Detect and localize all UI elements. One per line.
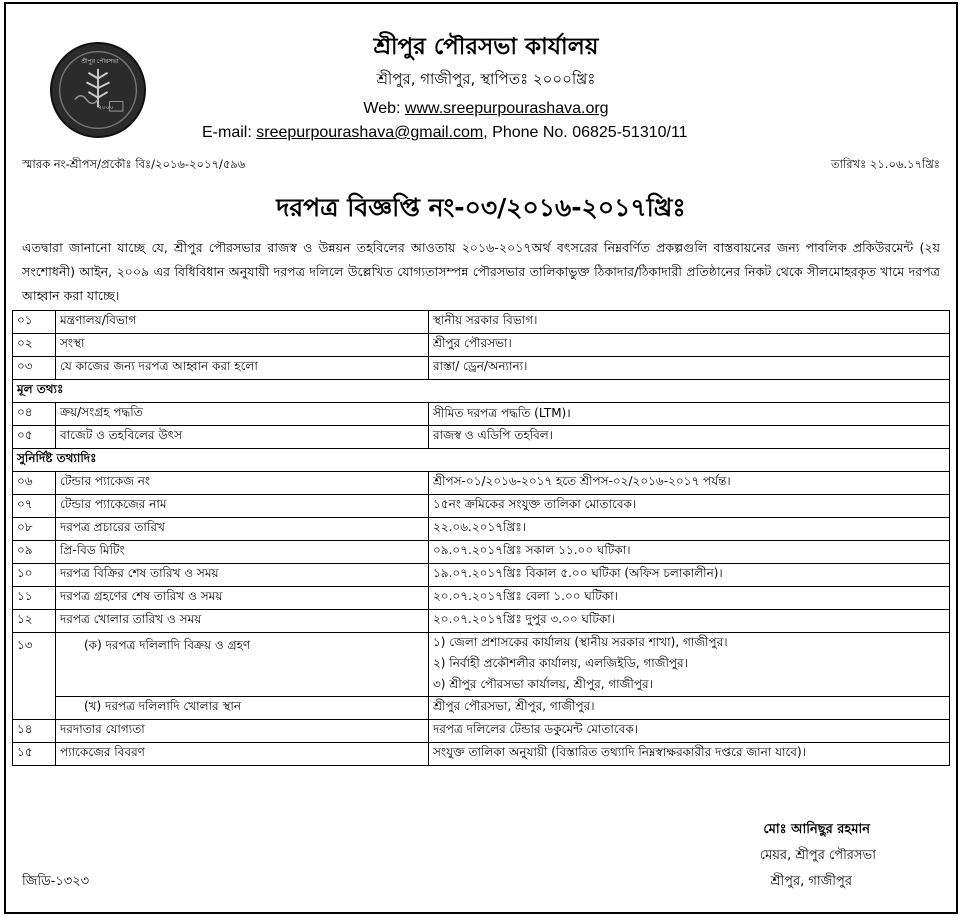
row-value-item: ২) নির্বাহী প্রকৌশলীর কার্যালয়, এলজিইডি, গাজীপুর। xyxy=(429,654,950,675)
row-serial: ০৫ xyxy=(13,426,56,449)
table-row xyxy=(13,334,950,357)
tender-notice-page xyxy=(4,2,958,914)
row-value: রাজস্ব ও এডিপি তহবিল। xyxy=(429,426,950,449)
tender-title: দরপত্র বিজ্ঞপ্তি নং-০৩/২০১৬-২০১৭খ্রিঃ xyxy=(276,193,686,222)
gd-number: জিডি-১৩২৩ xyxy=(22,874,90,889)
row-serial: ০৩ xyxy=(13,357,56,380)
section-row xyxy=(13,449,950,472)
logo-text-top: শ্রীপুর পৌরসভা xyxy=(81,58,119,65)
memo-number: স্মারক নং-শ্রীপস/প্রকৌঃ বিঃ/২০১৬-২০১৭/৫৯৬ xyxy=(22,157,246,171)
row-label: দরদাতার যোগ্যতা xyxy=(56,720,429,743)
row-value-item: ১) জেলা প্রশাসকের কার্যালয় (স্থানীয় সরকার শাখা), গাজীপুর। xyxy=(429,633,950,655)
row-value: শ্রীপুর পৌরসভা, শ্রীপুর, গাজীপুর। xyxy=(429,697,950,720)
table-row xyxy=(13,357,950,380)
row-value: ২২.০৬.২০১৭খ্রিঃ। xyxy=(429,518,950,541)
row-label: দরপত্র প্রচারের তারিখ xyxy=(56,518,429,541)
email-link[interactable]: sreepurpourashava@gmail.com xyxy=(256,124,484,141)
table-row xyxy=(13,426,950,449)
row-label: প্রি-বিড মিটিং xyxy=(56,541,429,564)
row-value: ২০.০৭.২০১৭খ্রিঃ বেলা ১.০০ ঘটিকা। xyxy=(429,587,950,610)
row-value-item: ৩) শ্রীপুর পৌরসভা কার্যালয়, শ্রীপুর, গাজীপুর। xyxy=(429,675,950,697)
table-row xyxy=(13,564,950,587)
table-row xyxy=(13,743,950,766)
row-serial: ০৯ xyxy=(13,541,56,564)
table-row xyxy=(13,697,950,720)
row-value: শ্রীপুর পৌরসভা। xyxy=(429,334,950,357)
phone-text: , Phone No. 06825-51310/11 xyxy=(483,124,688,141)
section-heading: মূল তথ্যঃ xyxy=(13,380,950,403)
table-row xyxy=(13,403,950,426)
row-serial: ১২ xyxy=(13,610,56,633)
row-label: দরপত্র গ্রহণের শেষ তারিখ ও সময় xyxy=(56,587,429,610)
table-row xyxy=(13,311,950,334)
office-title: শ্রীপুর পৌরসভা কার্যালয় xyxy=(373,34,599,60)
row-serial: ১৪ xyxy=(13,720,56,743)
row-label: যে কাজের জন্য দরপত্র আহ্বান করা হলো xyxy=(56,357,429,380)
row-serial: ১০ xyxy=(13,564,56,587)
email-label: E-mail: xyxy=(202,124,257,141)
table-row xyxy=(13,587,950,610)
row-value: ০৯.০৭.২০১৭খ্রিঃ সকাল ১১.০০ ঘটিকা। xyxy=(429,541,950,564)
municipality-logo xyxy=(50,42,146,138)
row-value: দরপত্র দলিলের টেন্ডার ডকুমেন্ট মোতাবেক। xyxy=(429,720,950,743)
row-label: ক্রয়/সংগ্রহ পদ্ধতি xyxy=(56,403,429,426)
office-address: শ্রীপুর, গাজীপুর, স্থাপিতঃ ২০০০খ্রিঃ xyxy=(376,70,596,88)
row-serial: ০৮ xyxy=(13,518,56,541)
table-row xyxy=(13,720,950,743)
row-label: দরপত্র খোলার তারিখ ও সময় xyxy=(56,610,429,633)
signatory-designation: মেয়র, শ্রীপুর পৌরসভা xyxy=(759,848,876,863)
table-row xyxy=(13,541,950,564)
web-label: Web: xyxy=(363,100,405,117)
table-row xyxy=(13,610,950,633)
table-row xyxy=(13,472,950,495)
row-label: সংস্থা xyxy=(56,334,429,357)
row-value: ১৯.০৭.২০১৭খ্রিঃ বিকাল ৫.০০ ঘটিকা (অফিস চলাকালীন)। xyxy=(429,564,950,587)
table-row xyxy=(13,518,950,541)
row-label: বাজেট ও তহবিলের উৎস xyxy=(56,426,429,449)
notice-date: তারিখঃ ২১.০৬.১৭খ্রিঃ xyxy=(830,157,940,171)
row-serial: ০৬ xyxy=(13,472,56,495)
row-value: সংযুক্ত তালিকা অনুযায়ী (বিস্তারিত তথ্যাদি নিম্নস্বাক্ষরকারীর দপ্তরে জানা যাবে)। xyxy=(429,743,950,766)
row-label: প্যাকেজের বিবরণ xyxy=(56,743,429,766)
row-serial: ০২ xyxy=(13,334,56,357)
row-value: ১৫নং ক্রমিকের সংযুক্ত তালিকা মোতাবেক। xyxy=(429,495,950,518)
signatory-place: শ্রীপুর, গাজীপুর xyxy=(770,874,852,889)
row-label: টেন্ডার প্যাকেজের নাম xyxy=(56,495,429,518)
table-row xyxy=(13,495,950,518)
row-label: (ক) দরপত্র দলিলাদি বিক্রয় ও গ্রহণ xyxy=(56,633,429,697)
row-serial: ১১ xyxy=(13,587,56,610)
logo-text-bottom: ২০০০ xyxy=(98,104,114,111)
intro-paragraph: এতদ্বারা জানানো যাচ্ছে যে, শ্রীপুর পৌরসভার রাজস্ব ও উন্নয়ন তহবিলের আওতায় ২০১৬-২০১৭অর্থ বৎসরের নিম্নবর্ণিত প্রকল্পগুলি বাস্তবায়নের জন্য পাবলিক প্রকিউরমেন্ট (২য় সংশোধনী) আইন, ২০০৯ এর বিধিবিধান অনুযায়ী দরপত্র দলিলে উল্লেখিত যোগ্যতাসম্পন্ন পৌরসভার তালিকাভুক্ত ঠিকাদার/ঠিকাদারী প্রতিষ্ঠানের নিকট থেকে সীলমোহরকৃত খামে দরপত্র আহ্বান করা যাচ্ছে। xyxy=(22,240,940,303)
row-serial: ০৪ xyxy=(13,403,56,426)
row-value: সীমিত দরপত্র পদ্ধতি (LTM)। xyxy=(429,403,950,426)
row-serial: ১৫ xyxy=(13,743,56,766)
row-label: মন্ত্রণালয়/বিভাগ xyxy=(56,311,429,334)
tender-details-table xyxy=(12,310,950,766)
row-label: টেন্ডার প্যাকেজ নং xyxy=(56,472,429,495)
table-row xyxy=(13,633,950,655)
row-label: (খ) দরপত্র দলিলাদি খোলার স্থান xyxy=(56,697,429,720)
row-value: রাস্তা/ ড্রেন/অন্যান্য। xyxy=(429,357,950,380)
signatory-name: মোঃ আনিছুর রহমান xyxy=(763,822,870,837)
section-row xyxy=(13,380,950,403)
contact-line xyxy=(202,124,688,142)
website-line xyxy=(146,100,826,118)
row-serial: ১৩ xyxy=(13,633,56,720)
row-serial: ০১ xyxy=(13,311,56,334)
row-serial: ০৭ xyxy=(13,495,56,518)
row-value: স্থানীয় সরকার বিভাগ। xyxy=(429,311,950,334)
section-heading: সুনির্দিষ্ট তথ্যাদিঃ xyxy=(13,449,950,472)
website-link[interactable]: www.sreepurpourashava.org xyxy=(404,100,609,117)
row-value: শ্রীপস-০১/২০১৬-২০১৭ হতে শ্রীপস-০২/২০১৬-২০১৭ পর্যন্ত। xyxy=(429,472,950,495)
row-value: ২০.০৭.২০১৭খ্রিঃ দুপুর ৩.০০ ঘটিকা। xyxy=(429,610,950,633)
row-label: দরপত্র বিক্রির শেষ তারিখ ও সময় xyxy=(56,564,429,587)
